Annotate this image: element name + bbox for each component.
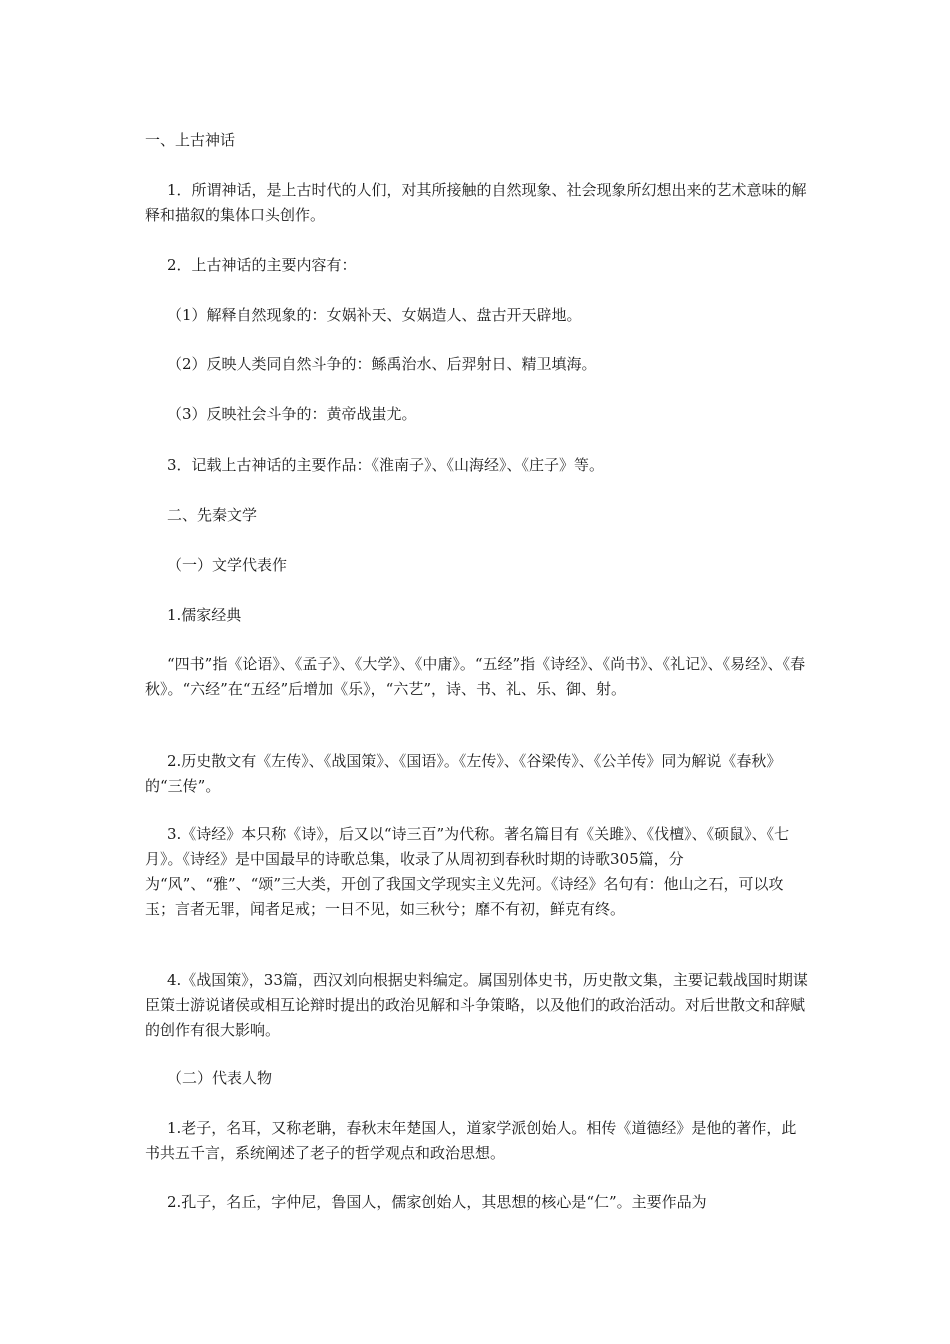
paragraph-myth-definition: 1．所谓神话，是上古时代的人们，对其所接触的自然现象、社会现象所幻想出来的艺术意味的解释和描叙的集体口头创作。: [145, 181, 807, 224]
paragraph-myth-contents: 2．上古神话的主要内容有：: [167, 256, 357, 274]
list-item-struggle-nature: （2）反映人类同自然斗争的：鲧禹治水、后羿射日、精卫填海。: [167, 355, 597, 373]
paragraph-historical-prose: 2.历史散文有《左传》、《战国策》、《国语》。《左传》、《谷梁传》、《公羊传》同为解说《春秋》的“三传”。: [145, 752, 782, 795]
heading-pre-qin: 二、先秦文学: [167, 506, 258, 524]
paragraph-laozi: 1.老子，名耳，又称老聃，春秋末年楚国人，道家学派创始人。相传《道德经》是他的著作，此书共五千言，系统阐述了老子的哲学观点和政治思想。: [145, 1119, 797, 1162]
heading-ancient-myths: 一、上古神话: [145, 131, 236, 149]
paragraph-zhanguoce: 4.《战国策》，33篇，西汉刘向根据史料编定。属国别体史书，历史散文集，主要记载战国时期谋臣策士游说诸侯或相互论辩时提出的政治见解和斗争策略，以及他们的政治活动。对后世散文和辞赋的创作有很大影响。: [145, 971, 808, 1039]
paragraph-four-books: “四书”指《论语》、《孟子》、《大学》、《中庸》。“五经”指《诗经》、《尚书》、《礼记》、《易经》、《春秋》。“六经”在“五经”后增加《乐》，“六艺”，诗、书、礼、乐、御、射。: [145, 655, 806, 698]
subheading-representative-works: （一）文学代表作: [167, 556, 288, 574]
subheading-representative-figures: （二）代表人物: [167, 1069, 273, 1087]
subheading-confucian-classics: 1.儒家经典: [167, 606, 242, 624]
paragraph-shijing: 3.《诗经》本只称《诗》，后又以“诗三百”为代称。著名篇目有《关雎》、《伐檀》、《硕鼠》、《七月》。《诗经》是中国最早的诗歌总集，收录了从周初到春秋时期的诗歌305篇，分为“风”、“雅”、“颂”三大类，开创了我国文学现实主义先河。《诗经》名句有：他山之石，可以攻玉；言者无罪，闻者足戒；一日不见，如三秋兮；靡不有初，鲜克有终。: [145, 825, 790, 918]
list-item-nature: （1）解释自然现象的：女娲补天、女娲造人、盘古开天辟地。: [167, 306, 582, 324]
paragraph-confucius: 2.孔子，名丘，字仲尼，鲁国人，儒家创始人，其思想的核心是“仁”。主要作品为: [167, 1193, 707, 1211]
list-item-social-struggle: （3）反映社会斗争的：黄帝战蚩尤。: [167, 405, 417, 423]
paragraph-myth-works: 3．记载上古神话的主要作品：《淮南子》、《山海经》、《庄子》等。: [167, 456, 605, 474]
